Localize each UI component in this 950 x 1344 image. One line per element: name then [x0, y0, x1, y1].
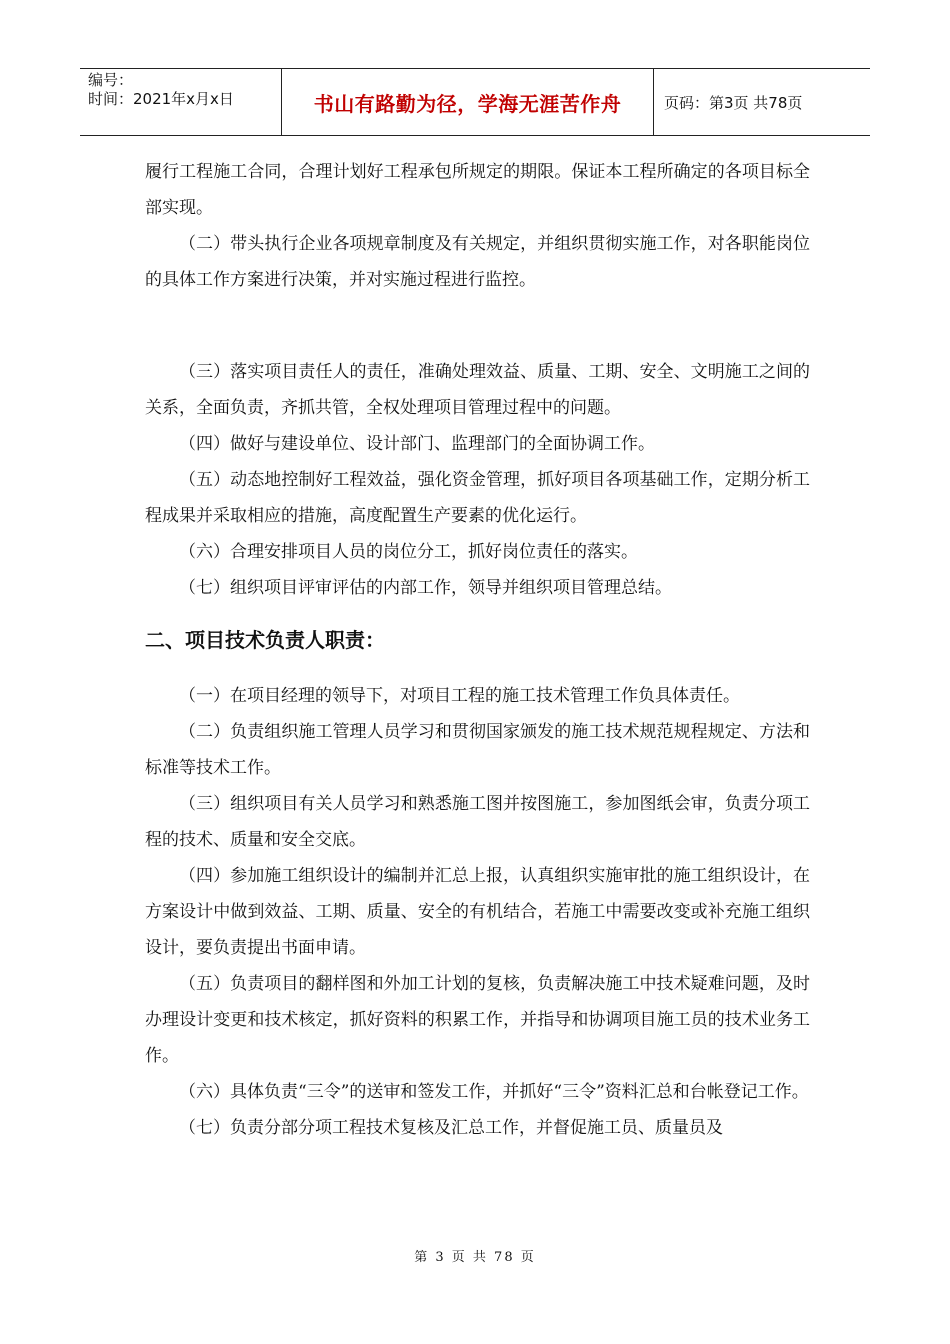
header-page-info: 页码：第3页 共78页	[664, 93, 803, 112]
page-header	[80, 68, 870, 136]
page-footer: 第 3 页 共 78 页	[414, 1250, 536, 1265]
number-label: 编号：	[88, 71, 134, 89]
spacer	[145, 298, 810, 354]
paragraph-item-6: （六）合理安排项目人员的岗位分工，抓好岗位责任的落实。	[179, 542, 638, 562]
tech-item-2: （二）负责组织施工管理人员学习和贯彻国家颁发的施工技术规范规程规定、方法和标准等技术工作。	[145, 722, 810, 778]
paragraph-item-2: （二）带头执行企业各项规章制度及有关规定，并组织贯彻实施工作，对各职能岗位的具体工作方案进行决策，并对实施过程进行监控。	[145, 234, 810, 290]
section-heading: 二、项目技术负责人职责：	[145, 628, 385, 652]
tech-item-1: （一）在项目经理的领导下，对项目工程的施工技术管理工作负具体责任。	[179, 686, 740, 706]
tech-item-3: （三）组织项目有关人员学习和熟悉施工图并按图施工，参加图纸会审，负责分项工程的技术、质量和安全交底。	[145, 794, 810, 850]
tech-item-5: （五）负责项目的翻样图和外加工计划的复核，负责解决施工中技术疑难问题，及时办理设计变更和技术核定，抓好资料的积累工作，并指导和协调项目施工员的技术业务工作。	[145, 974, 810, 1066]
tech-item-6: （六）具体负责“三令”的送审和签发工作，并抓好“三令”资料汇总和台帐登记工作。	[179, 1082, 809, 1102]
time-label: 时间：2021年x月x日	[88, 90, 234, 108]
paragraph-item-5: （五）动态地控制好工程效益，强化资金管理，抓好项目各项基础工作，定期分析工程成果并采取相应的措施，高度配置生产要素的优化运行。	[145, 470, 810, 526]
header-motto: 书山有路勤为径，学海无涯苦作舟	[282, 69, 654, 135]
tech-item-4: （四）参加施工组织设计的编制并汇总上报，认真组织实施审批的施工组织设计，在方案设计中做到效益、工期、质量、安全的有机结合，若施工中需要改变或补充施工组织设计，要负责提出书面申请。	[145, 866, 810, 958]
tech-item-7: （七）负责分部分项工程技术复核及汇总工作，并督促施工员、质量员及	[179, 1118, 723, 1138]
paragraph-item-4: （四）做好与建设单位、设计部门、监理部门的全面协调工作。	[179, 434, 655, 454]
paragraph-continuation: 履行工程施工合同，合理计划好工程承包所规定的期限。保证本工程所确定的各项目标全部实现。	[145, 162, 810, 218]
paragraph-item-7: （七）组织项目评审评估的内部工作，领导并组织项目管理总结。	[179, 578, 672, 598]
paragraph-item-3: （三）落实项目责任人的责任，准确处理效益、质量、工期、安全、文明施工之间的关系，全面负责，齐抓共管，全权处理项目管理过程中的问题。	[145, 362, 810, 418]
document-body	[145, 154, 810, 1146]
header-meta	[80, 69, 282, 135]
